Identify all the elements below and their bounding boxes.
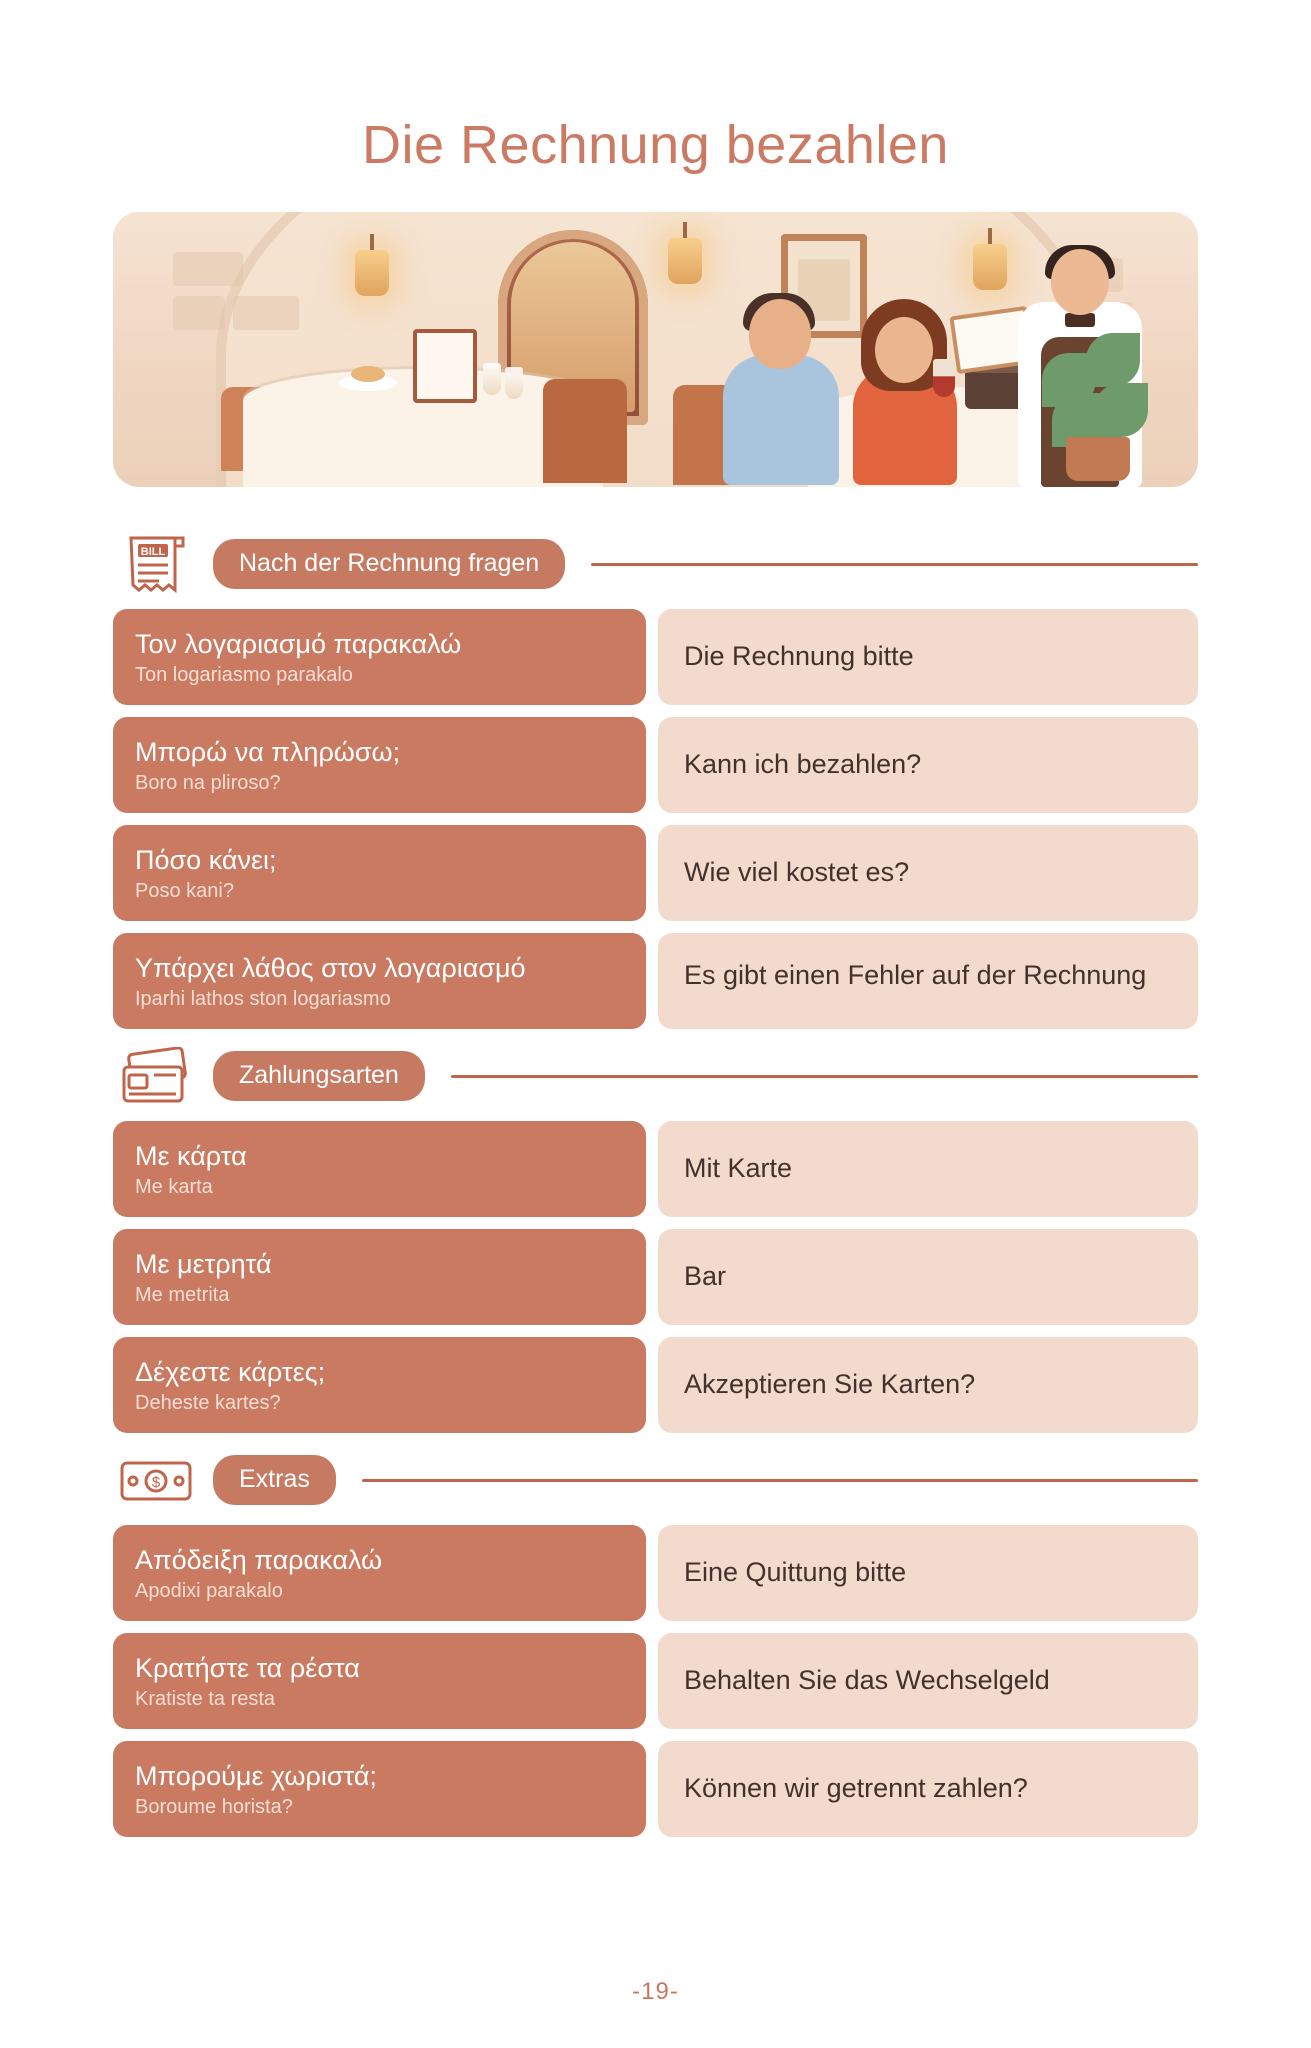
hero-illustration — [113, 212, 1198, 487]
german-phrase-cell: Es gibt einen Fehler auf der Rechnung — [658, 933, 1198, 1029]
phrase-sections — [113, 529, 1198, 1837]
glass — [505, 367, 523, 399]
plant-leaf — [1086, 333, 1140, 387]
transliteration-text: Me karta — [135, 1175, 213, 1198]
section-ask-for-bill — [113, 529, 1198, 1029]
section-title: Extras — [213, 1455, 336, 1505]
guest-man-body — [723, 355, 839, 485]
credit-cards-icon — [113, 1041, 199, 1111]
phrase-row — [113, 825, 1198, 921]
phrase-row — [113, 1121, 1198, 1217]
greek-phrase-cell — [113, 609, 646, 705]
greek-phrase-cell — [113, 1121, 646, 1217]
section-rule — [362, 1479, 1198, 1482]
svg-text:BILL: BILL — [140, 546, 166, 558]
german-phrase-cell: Mit Karte — [658, 1121, 1198, 1217]
greek-phrase-cell — [113, 1229, 646, 1325]
phrase-row — [113, 1337, 1198, 1433]
page-title: Die Rechnung bezahlen — [362, 115, 949, 175]
greek-phrase-cell — [113, 1525, 646, 1621]
greek-phrase-cell — [113, 1633, 646, 1729]
greek-text: Υπάρχει λάθος στον λογαριασμό — [135, 953, 526, 984]
chair — [543, 379, 627, 483]
section-title: Zahlungsarten — [213, 1051, 425, 1101]
phrase-row — [113, 717, 1198, 813]
phrase-row — [113, 1525, 1198, 1621]
phrase-row — [113, 609, 1198, 705]
menu-stand — [413, 329, 477, 403]
banknote-icon — [113, 1445, 199, 1515]
potted-plant — [1038, 331, 1158, 481]
transliteration-text: Ton logariasmo parakalo — [135, 663, 353, 686]
transliteration-text: Me metrita — [135, 1283, 230, 1306]
waiter-bowtie — [1065, 313, 1095, 327]
guest-man-head — [749, 299, 811, 369]
greek-phrase-cell — [113, 717, 646, 813]
greek-phrase-cell — [113, 1337, 646, 1433]
wall-stone — [233, 296, 299, 330]
greek-text: Απόδειξη παρακαλώ — [135, 1545, 383, 1576]
svg-text:$: $ — [151, 1474, 161, 1491]
bill-receipt-icon — [113, 529, 199, 599]
greek-text: Με κάρτα — [135, 1141, 247, 1172]
german-phrase-cell: Behalten Sie das Wechselgeld — [658, 1633, 1198, 1729]
glass — [483, 363, 501, 395]
plate — [339, 375, 397, 391]
transliteration-text: Poso kani? — [135, 879, 234, 902]
german-phrase-cell: Akzeptieren Sie Karten? — [658, 1337, 1198, 1433]
phrase-row — [113, 1633, 1198, 1729]
waiter-head — [1051, 249, 1109, 315]
plant-pot — [1066, 437, 1130, 481]
german-phrase-cell: Bar — [658, 1229, 1198, 1325]
wine-glass — [933, 359, 955, 397]
greek-phrase-cell — [113, 1741, 646, 1837]
section-payment-methods — [113, 1041, 1198, 1433]
transliteration-text: Boroume horista? — [135, 1795, 293, 1818]
page-number: -19- — [632, 1978, 679, 2005]
german-phrase-cell: Können wir getrennt zahlen? — [658, 1741, 1198, 1837]
section-header — [113, 1041, 1198, 1111]
transliteration-text: Deheste kartes? — [135, 1391, 281, 1414]
section-rule — [591, 563, 1198, 566]
greek-phrase-cell — [113, 933, 646, 1029]
greek-text: Μπορούμε χωριστά; — [135, 1761, 377, 1792]
transliteration-text: Apodixi parakalo — [135, 1579, 283, 1602]
greek-text: Τον λογαριασμό παρακαλώ — [135, 629, 462, 660]
wall-stone — [173, 252, 243, 286]
phrase-row — [113, 933, 1198, 1029]
wall-stone — [173, 296, 225, 330]
section-header — [113, 1445, 1198, 1515]
transliteration-text: Kratiste ta resta — [135, 1687, 276, 1710]
german-phrase-cell: Eine Quittung bitte — [658, 1525, 1198, 1621]
wall-lamp-icon — [973, 244, 1007, 290]
wall-lamp-icon — [668, 238, 702, 284]
section-header — [113, 529, 1198, 599]
greek-text: Δέχεστε κάρτες; — [135, 1357, 326, 1388]
greek-text: Με μετρητά — [135, 1249, 272, 1280]
greek-phrase-cell — [113, 825, 646, 921]
greek-text: Πόσο κάνει; — [135, 845, 277, 876]
greek-text: Κρατήστε τα ρέστα — [135, 1653, 360, 1684]
german-phrase-cell: Kann ich bezahlen? — [658, 717, 1198, 813]
transliteration-text: Boro na pliroso? — [135, 771, 281, 794]
phrase-row — [113, 1229, 1198, 1325]
section-rule — [451, 1075, 1198, 1078]
transliteration-text: Iparhi lathos ston logariasmo — [135, 987, 391, 1010]
german-phrase-cell: Wie viel kostet es? — [658, 825, 1198, 921]
wall-lamp-icon — [355, 250, 389, 296]
phrase-row — [113, 1741, 1198, 1837]
german-phrase-cell: Die Rechnung bitte — [658, 609, 1198, 705]
guest-woman-head — [875, 317, 933, 383]
section-title: Nach der Rechnung fragen — [213, 539, 565, 589]
greek-text: Μπορώ να πληρώσω; — [135, 737, 401, 768]
section-extras — [113, 1445, 1198, 1837]
